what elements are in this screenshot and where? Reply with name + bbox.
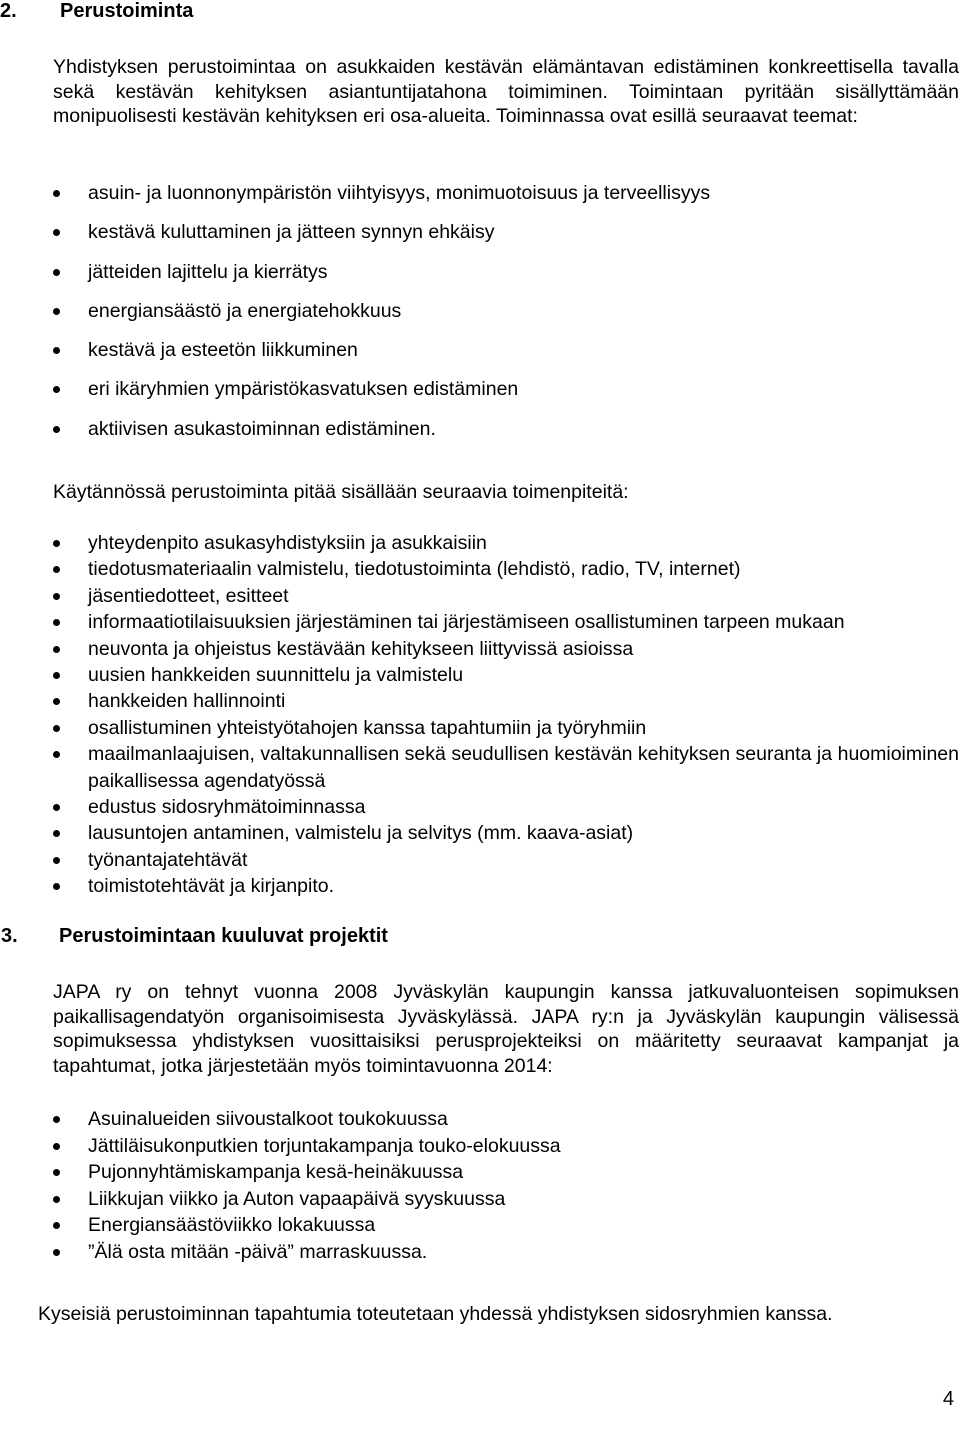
bullet-icon <box>53 1222 60 1229</box>
measures-list <box>52 530 959 900</box>
bullet-icon <box>53 540 60 547</box>
bullet-icon <box>53 347 60 354</box>
list-item-text: ”Älä osta mitään -päivä” marraskuussa. <box>88 1240 428 1263</box>
list-item <box>52 181 952 220</box>
list-item <box>52 377 952 416</box>
list-item-text: asuin- ja luonnonympäristön viihtyisyys, monimuotoisuus ja terveellisyys <box>88 182 711 204</box>
bullet-icon <box>53 751 60 758</box>
list-item <box>52 556 959 582</box>
list-item-text: tiedotusmateriaalin valmistelu, tiedotustoiminta (lehdistö, radio, TV, internet) <box>88 558 741 581</box>
list-item <box>52 260 952 299</box>
section-heading <box>1 924 388 948</box>
list-item-text: uusien hankkeiden suunnittelu ja valmistelu <box>88 664 464 687</box>
bullet-icon <box>53 804 60 811</box>
list-item-text: Pujonnyhtämiskampanja kesä-heinäkuussa <box>88 1161 464 1183</box>
list-item <box>52 636 959 662</box>
list-item <box>52 1106 952 1133</box>
list-item <box>52 530 959 556</box>
bullet-icon <box>53 386 60 393</box>
list-item <box>52 741 959 794</box>
campaigns-list <box>52 1106 952 1265</box>
bullet-icon <box>53 698 60 705</box>
list-item-text: työnantajatehtävät <box>88 848 248 871</box>
list-item <box>52 299 952 338</box>
list-item <box>52 715 959 741</box>
list-item-text: Jättiläisukonputkien torjuntakampanja touko-elokuussa <box>88 1134 561 1157</box>
list-item-text: jäsentiedotteet, esitteet <box>88 584 289 607</box>
bullet-icon <box>53 857 60 864</box>
bullet-icon <box>53 229 60 236</box>
bullet-icon <box>53 646 60 653</box>
list-item-text: lausuntojen antaminen, valmistelu ja selvitys (mm. kaava-asiat) <box>88 822 634 845</box>
list-item <box>52 1212 952 1239</box>
list-item-text: informaatiotilaisuuksien järjestäminen tai järjestämiseen osallistuminen tarpeen mukaan <box>88 611 845 634</box>
list-item <box>52 1239 952 1266</box>
projects-paragraph: JAPA ry on tehnyt vuonna 2008 Jyväskylän kaupungin kanssa jatkuvaluonteisen sopimuksen paikallisagendatyön organisoimisesta Jyväskylässä. JAPA ry:n ja Jyväskylän kaupungin välisessä sopimuksessa yhdistyksen vuosittaisiksi perusprojekteiksi on määritetty seuraavat kampanjat ja tapahtumat, jotka järjestetään myös toimintavuonna 2014: <box>53 981 959 1077</box>
bullet-icon <box>53 593 60 600</box>
list-item-text: eri ikäryhmien ympäristökasvatuksen edistäminen <box>88 378 519 401</box>
list-item-text: toimistotehtävät ja kirjanpito. <box>88 875 335 898</box>
intro-paragraph: Yhdistyksen perustoimintaa on asukkaiden kestävän elämäntavan edistäminen konkreettisella tavalla sekä kestävän kehityksen asiantuntijatahona toimiminen. Toimintaan pyritään sisällyttämään monipuolisesti kestävän kehityksen eri osa-alueita. Toiminnassa ovat esillä seuraavat teemat: <box>53 56 959 127</box>
list-item-text: kestävä kuluttaminen ja jätteen synnyn ehkäisy <box>88 221 495 244</box>
list-item-text: maailmanlaajuisen, valtakunnallisen sekä seudullisen kestävän kehityksen seuranta ja huomioiminen paikallisessa agendatyössä <box>88 743 959 792</box>
bullet-icon <box>53 1169 60 1176</box>
bullet-icon <box>53 190 60 197</box>
list-item <box>52 688 959 714</box>
section-title: Perustoiminta <box>60 0 194 22</box>
list-item <box>52 662 959 688</box>
list-item-text: osallistuminen yhteistyötahojen kanssa tapahtumiin ja työryhmiin <box>88 716 647 739</box>
page-number: 4 <box>942 1388 954 1410</box>
list-item-text: jätteiden lajittelu ja kierrätys <box>88 260 328 283</box>
list-item-text: Asuinalueiden siivoustalkoot toukokuussa <box>88 1108 448 1130</box>
list-item-text: yhteydenpito asukasyhdistyksiin ja asukkaisiin <box>88 532 487 554</box>
list-item <box>52 417 952 456</box>
bullet-icon <box>53 830 60 837</box>
practice-intro: Käytännössä perustoiminta pitää sisällään seuraavia toimenpiteitä: <box>53 481 629 503</box>
bullet-icon <box>53 1143 60 1150</box>
bullet-icon <box>53 566 60 573</box>
list-item <box>52 1186 952 1213</box>
list-item-text: Liikkujan viikko ja Auton vapaapäivä syyskuussa <box>88 1187 506 1210</box>
bullet-icon <box>53 269 60 276</box>
bullet-icon <box>53 1249 60 1256</box>
list-item <box>52 338 952 377</box>
bullet-icon <box>53 426 60 433</box>
section-title: Perustoimintaan kuuluvat projektit <box>59 925 388 947</box>
list-item-text: Energiansäästöviikko lokakuussa <box>88 1214 376 1236</box>
list-item-text: neuvonta ja ohjeistus kestävään kehitykseen liittyvissä asioissa <box>88 637 634 660</box>
list-item <box>52 794 959 820</box>
list-item-text: edustus sidosryhmätoiminnassa <box>88 796 366 819</box>
list-item <box>52 583 959 609</box>
closing-paragraph: Kyseisiä perustoiminnan tapahtumia toteutetaan yhdessä yhdistyksen sidosryhmien kanssa. <box>38 1303 833 1325</box>
section-number: 2. <box>0 0 17 22</box>
bullet-icon <box>53 725 60 732</box>
list-item <box>52 1133 952 1160</box>
list-item-text: energiansäästö ja energiatehokkuus <box>88 299 402 322</box>
list-item <box>52 220 952 259</box>
section-heading <box>0 0 193 23</box>
bullet-icon <box>53 883 60 890</box>
bullet-icon <box>53 308 60 315</box>
list-item-text: kestävä ja esteetön liikkuminen <box>88 339 358 362</box>
list-item <box>52 1159 952 1186</box>
bullet-icon <box>53 672 60 679</box>
list-item <box>52 609 959 635</box>
bullet-icon <box>53 1196 60 1203</box>
list-item <box>52 820 959 846</box>
list-item <box>52 847 959 873</box>
bullet-icon <box>53 1116 60 1123</box>
list-item <box>52 873 959 899</box>
themes-list <box>52 181 952 456</box>
section-number: 3. <box>1 925 18 947</box>
list-item-text: hankkeiden hallinnointi <box>88 690 286 713</box>
bullet-icon <box>53 619 60 626</box>
list-item-text: aktiivisen asukastoiminnan edistäminen. <box>88 417 436 440</box>
